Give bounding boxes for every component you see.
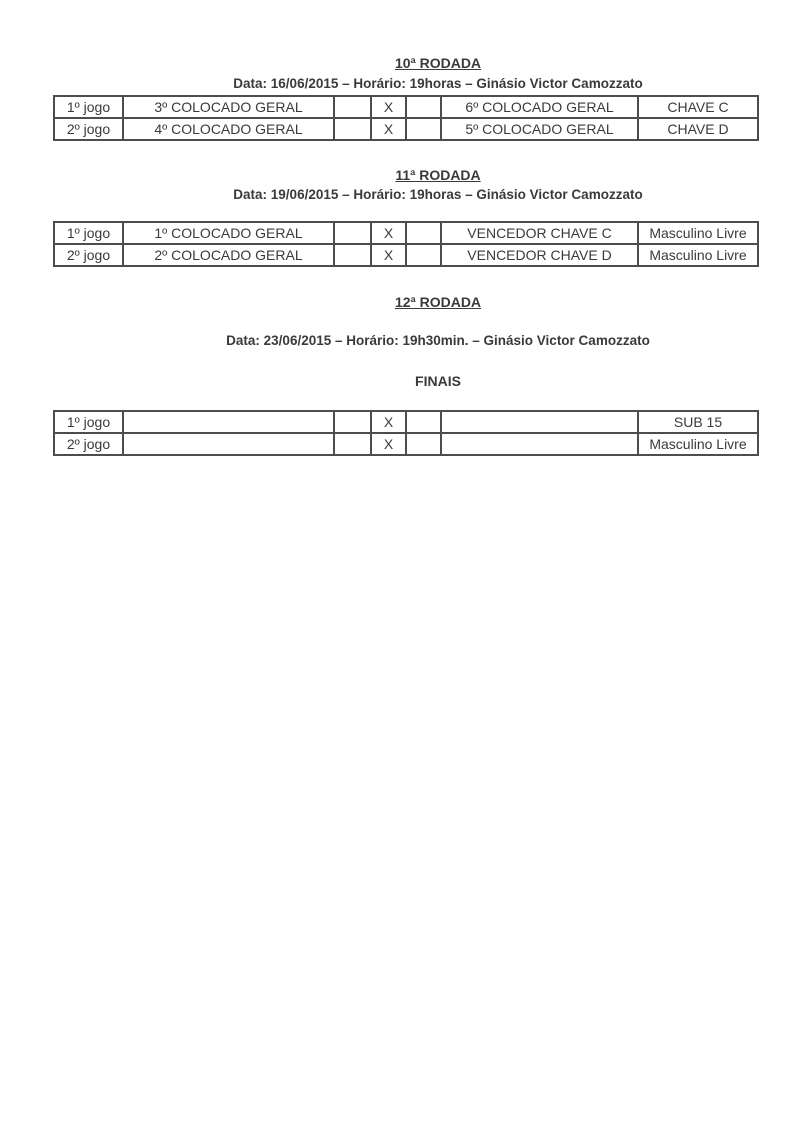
- game-label-cell: 2º jogo: [54, 433, 123, 455]
- finals-heading: FINAIS: [415, 373, 461, 389]
- versus-cell: X: [371, 222, 406, 244]
- category-cell: CHAVE C: [638, 96, 758, 118]
- away-score-cell: [406, 222, 441, 244]
- away-score-cell: [406, 118, 441, 140]
- away-score-cell: [406, 244, 441, 266]
- home-score-cell: [334, 433, 371, 455]
- category-cell: SUB 15: [638, 411, 758, 433]
- home-team-cell: 3º COLOCADO GERAL: [123, 96, 334, 118]
- section-heading-rodada-11: 11ª RODADA: [395, 167, 481, 183]
- home-score-cell: [334, 96, 371, 118]
- versus-cell: X: [371, 411, 406, 433]
- home-team-cell: 4º COLOCADO GERAL: [123, 118, 334, 140]
- game-label-cell: 1º jogo: [54, 222, 123, 244]
- section-heading-rodada-10: 10ª RODADA: [394, 55, 482, 71]
- home-score-cell: [334, 222, 371, 244]
- home-team-cell: 1º COLOCADO GERAL: [123, 222, 334, 244]
- game-label-cell: 2º jogo: [54, 118, 123, 140]
- away-team-cell: 6º COLOCADO GERAL: [441, 96, 638, 118]
- game-label-cell: 1º jogo: [54, 96, 123, 118]
- category-cell: Masculino Livre: [638, 244, 758, 266]
- match-table-rodada-10: [53, 95, 759, 141]
- match-table-rodada-11: [53, 221, 759, 267]
- away-team-cell: [441, 411, 638, 433]
- home-score-cell: [334, 411, 371, 433]
- away-team-cell: VENCEDOR CHAVE D: [441, 244, 638, 266]
- section-dateline-rodada-12: Data: 23/06/2015 – Horário: 19h30min. – Ginásio Victor Camozzato: [226, 333, 650, 348]
- table-row: [54, 244, 758, 266]
- home-team-cell: [123, 433, 334, 455]
- versus-cell: X: [371, 244, 406, 266]
- versus-cell: X: [371, 118, 406, 140]
- home-team-cell: [123, 411, 334, 433]
- table-row: [54, 96, 758, 118]
- away-score-cell: [406, 433, 441, 455]
- category-cell: Masculino Livre: [638, 433, 758, 455]
- away-score-cell: [406, 411, 441, 433]
- table-row: [54, 433, 758, 455]
- versus-cell: X: [371, 433, 406, 455]
- table-row: [54, 118, 758, 140]
- table-row: [54, 411, 758, 433]
- game-label-cell: 1º jogo: [54, 411, 123, 433]
- category-cell: CHAVE D: [638, 118, 758, 140]
- home-score-cell: [334, 244, 371, 266]
- section-dateline-rodada-11: Data: 19/06/2015 – Horário: 19horas – Ginásio Victor Camozzato: [233, 187, 643, 202]
- table-row: [54, 222, 758, 244]
- match-table-finais: [53, 410, 759, 456]
- home-team-cell: 2º COLOCADO GERAL: [123, 244, 334, 266]
- away-team-cell: 5º COLOCADO GERAL: [441, 118, 638, 140]
- section-dateline-rodada-10: Data: 16/06/2015 – Horário: 19horas – Ginásio Victor Camozzato: [233, 76, 643, 91]
- home-score-cell: [334, 118, 371, 140]
- category-cell: Masculino Livre: [638, 222, 758, 244]
- game-label-cell: 2º jogo: [54, 244, 123, 266]
- away-team-cell: [441, 433, 638, 455]
- versus-cell: X: [371, 96, 406, 118]
- away-score-cell: [406, 96, 441, 118]
- away-team-cell: VENCEDOR CHAVE C: [441, 222, 638, 244]
- section-heading-rodada-12: 12ª RODADA: [394, 294, 482, 310]
